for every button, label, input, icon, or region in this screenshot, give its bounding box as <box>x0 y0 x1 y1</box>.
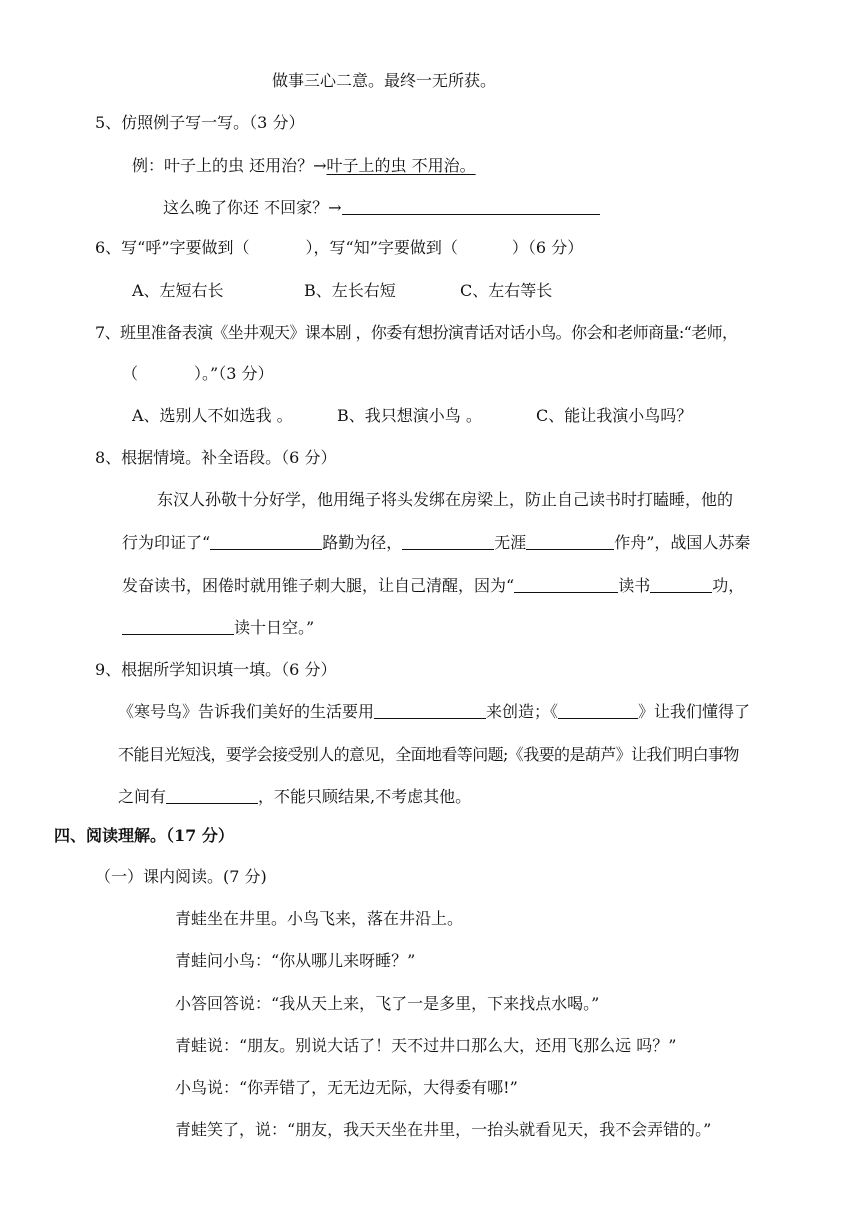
q9-line3-a: 之间有 <box>118 787 167 806</box>
q9-line3 <box>118 786 471 808</box>
q8-line3-a: 发奋读书，困倦时就用锥子刺大腿，让自己清醒，因为“ <box>122 576 515 595</box>
q7-open-paren: （ <box>122 364 139 383</box>
q9-line1 <box>118 701 750 723</box>
q7-option-a[interactable]: A、选别人不如选我 。 <box>132 406 293 425</box>
passage-line: 青蛙坐在井里。小鸟飞来，落在井沿上。 <box>175 909 464 928</box>
q8-line4-text: 读十日空。” <box>234 618 315 637</box>
q5-task-text: 这么晚了你还 不回家？→ <box>163 198 342 217</box>
q6-part1: 6、写“呼”字要做到（ <box>95 238 250 257</box>
q9-blank-3[interactable] <box>166 787 258 804</box>
q6-part2: ），写“知”字要做到（ <box>305 238 458 257</box>
q9-line2: 不能目光短浅，要学会接受别人的意见，全面地看等问题;《我要的是葫芦》让我们明白事物 <box>118 745 739 764</box>
q5-answer-blank[interactable] <box>342 198 600 215</box>
q8-line2-b: 路勤为径， <box>322 533 403 552</box>
q7-option-b[interactable]: B、我只想演小鸟 。 <box>337 406 482 425</box>
q5-title: 5、仿照例子写一写。（3 分） <box>95 113 305 132</box>
q8-blank-3[interactable] <box>526 533 614 550</box>
q8-line1: 东汉人孙敬十分好学，他用绳子将头发绑在房梁上，防止自己读书时打瞌睡，他的 <box>157 490 734 509</box>
q6-part3: ）（6 分） <box>511 238 584 257</box>
q8-line4 <box>122 617 314 639</box>
top-line: 做事三心二意。最终一无所获。 <box>272 71 497 90</box>
q6-option-a[interactable]: A、左短右长 <box>132 281 224 300</box>
q5-example-answer: 叶子上的虫 不用治。 <box>326 156 476 175</box>
passage-line: 青蛙说：“朋友。别说大话了！天不过井口那么大，还用飞那么远 吗？” <box>175 1036 677 1055</box>
q8-line2-c: 无涯 <box>494 533 527 552</box>
passage-line: 小答回答说：“我从天上来，飞了一是多里，下来找点水喝。” <box>175 994 600 1013</box>
q7-line1: 7、班里准备表演《坐井观天》课本剧 ，你委有想扮演青话对话小鸟。你会和老师商量:“老师， <box>95 323 738 342</box>
q8-line3-b: 读书 <box>618 576 651 595</box>
passage-line: 青蛙笑了，说：“朋友，我天天坐在井里，一抬头就看见天，我不会弄错的。” <box>175 1120 712 1139</box>
q6-option-c[interactable]: C、左右等长 <box>460 281 553 300</box>
q7-line2 <box>122 363 273 385</box>
q8-blank-5[interactable] <box>650 576 712 593</box>
q8-blank-4[interactable] <box>514 576 618 593</box>
q5-task <box>163 197 600 219</box>
q9-blank-1[interactable] <box>374 702 486 719</box>
q9-title: 9、根据所学知识填一填。（6 分） <box>95 660 337 679</box>
q8-blank-6[interactable] <box>122 618 234 635</box>
q6-option-b[interactable]: B、左长右短 <box>304 281 396 300</box>
q8-line2 <box>122 532 750 554</box>
q5-example-prefix: 例：叶子上的虫 还用治？→ <box>132 156 327 175</box>
q9-blank-2[interactable] <box>558 702 638 719</box>
q7-close: ）。”（3 分） <box>194 364 274 383</box>
section4-sub: （一）课内阅读。(7 分) <box>95 867 267 886</box>
q9-line3-b: ，不能只顾结果,不考虑其他。 <box>258 787 472 806</box>
q9-line1-b: 来创造；《 <box>486 702 559 721</box>
q9-line1-c: 》让我们懂得了 <box>638 702 751 721</box>
q6-question <box>95 237 583 259</box>
q9-line1-a: 《寒号鸟》告诉我们美好的生活要用 <box>118 702 375 721</box>
passage-line: 小鸟说：“你弄错了，无无边无际，大得委有哪!” <box>175 1078 518 1097</box>
passage-line: 青蛙问小鸟：“你从哪儿来呀睡？” <box>175 951 416 970</box>
q7-option-c[interactable]: C、能让我演小鸟吗？ <box>536 406 693 425</box>
q5-example <box>132 155 476 177</box>
q8-line3-c: 功， <box>712 576 745 595</box>
q8-line2-d: 作舟”，战国人苏秦 <box>614 533 751 552</box>
section4-title: 四、阅读理解。（17 分） <box>54 826 234 845</box>
q8-line2-a: 行为印证了“ <box>122 533 211 552</box>
q8-blank-2[interactable] <box>402 533 494 550</box>
q8-line3 <box>122 575 744 597</box>
q8-title: 8、根据情境。补全语段。（6 分） <box>95 448 337 467</box>
q8-blank-1[interactable] <box>210 533 322 550</box>
